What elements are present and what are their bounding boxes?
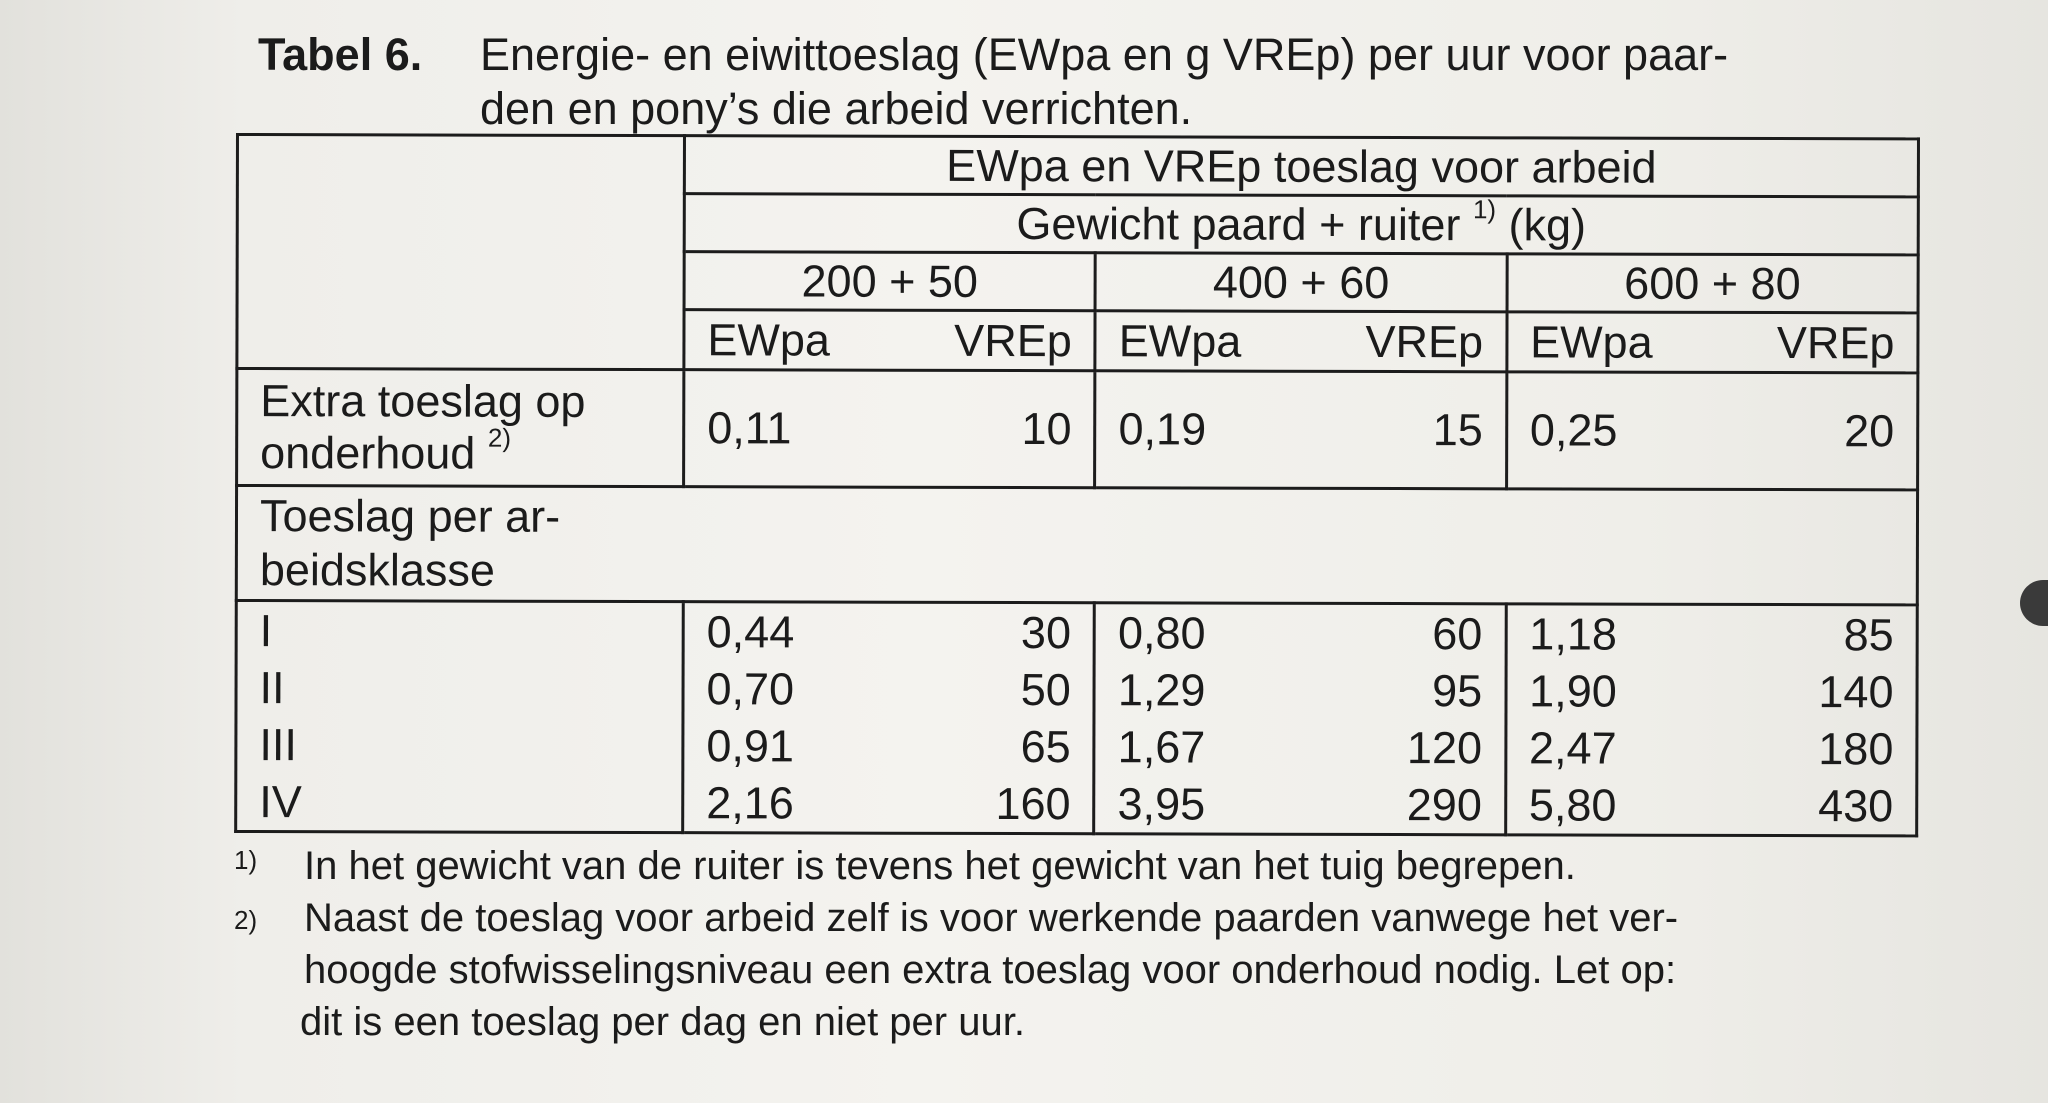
footnote-text-line-1: Naast de toeslag voor arbeid zelf is voor werkende paarden vanwege het ver- bbox=[304, 896, 1679, 940]
ewpa-value: 0,44 bbox=[706, 606, 795, 658]
ewpa-value: 1,29 bbox=[1117, 664, 1206, 716]
footnote-ref-1: 1) bbox=[1472, 193, 1497, 224]
extra-cell-group-3 bbox=[1506, 372, 1918, 490]
vrep-value: 95 bbox=[1432, 665, 1483, 717]
sub-header-ewpa: EWpa bbox=[1118, 314, 1242, 367]
extra-maintenance-label bbox=[237, 369, 684, 487]
binder-clip bbox=[2020, 580, 2048, 626]
group-header-2: 400 + 60 bbox=[1095, 253, 1506, 312]
group-header-3: 600 + 80 bbox=[1507, 254, 1918, 313]
band-label-line-2: beidsklasse bbox=[259, 544, 496, 596]
vrep-value: 180 bbox=[1818, 723, 1894, 775]
extra-cell-group-1 bbox=[684, 370, 1096, 488]
footnote-mark: 2) bbox=[234, 905, 258, 935]
band-label-line-1: Toeslag per ar- bbox=[259, 490, 561, 542]
class-label: I bbox=[259, 605, 273, 657]
sub-header-ewpa: EWpa bbox=[707, 313, 831, 366]
extra-ewpa-value: 0,19 bbox=[1118, 403, 1207, 455]
extra-vrep-value: 15 bbox=[1432, 404, 1483, 456]
table-row bbox=[1118, 661, 1482, 719]
footnote-mark: 1) bbox=[234, 845, 258, 875]
ewpa-value: 2,47 bbox=[1528, 722, 1617, 774]
extra-vrep-value: 10 bbox=[1021, 403, 1072, 455]
sub-header-vrep: VREp bbox=[1776, 316, 1895, 368]
vrep-value: 160 bbox=[995, 777, 1071, 830]
ewpa-value: 0,80 bbox=[1117, 607, 1206, 659]
caption-line-1 bbox=[258, 28, 1898, 82]
caption-text-2: den en pony’s die arbeid verrichten. bbox=[480, 83, 1193, 134]
extra-ewpa-value: 0,25 bbox=[1529, 404, 1618, 456]
work-class-band-label bbox=[236, 486, 1917, 605]
work-class-band-row bbox=[236, 486, 1917, 605]
extra-vrep-value: 20 bbox=[1844, 405, 1895, 457]
extra-maintenance-row bbox=[237, 369, 1918, 490]
table-row bbox=[1118, 604, 1482, 662]
caption-label: Tabel 6. bbox=[258, 29, 423, 80]
sub-header-group-3 bbox=[1507, 312, 1918, 373]
table-row bbox=[1118, 718, 1482, 776]
footnote-2 bbox=[234, 892, 1934, 1048]
vrep-value: 50 bbox=[1020, 664, 1071, 716]
class-label: IV bbox=[259, 776, 302, 828]
sub-header-vrep: VREp bbox=[954, 314, 1072, 366]
class-values-group-2 bbox=[1094, 603, 1506, 835]
table-row bbox=[1529, 662, 1893, 720]
vrep-value: 30 bbox=[1020, 607, 1072, 659]
extra-label-text: onderhoud bbox=[260, 427, 476, 479]
extra-label-line-1: Extra toeslag op bbox=[260, 375, 586, 427]
table-row bbox=[706, 717, 1070, 775]
extra-cell-group-2 bbox=[1095, 371, 1507, 489]
ewpa-value: 5,80 bbox=[1528, 779, 1617, 831]
ewpa-value: 1,90 bbox=[1529, 665, 1617, 717]
vrep-value: 430 bbox=[1818, 780, 1894, 832]
sub-header-group-2 bbox=[1095, 311, 1506, 372]
caption-text-1: Energie- en eiwittoeslag (EWpa en g VREp) per uur voor paar- bbox=[480, 29, 1729, 80]
header-row-top bbox=[237, 135, 1918, 197]
table-row bbox=[706, 774, 1070, 832]
group-header-1: 200 + 50 bbox=[684, 252, 1095, 311]
class-values-group-1 bbox=[683, 602, 1095, 834]
stub-header-empty bbox=[237, 135, 685, 370]
ewpa-value: 1,18 bbox=[1529, 608, 1618, 660]
table-row bbox=[1118, 775, 1482, 833]
energy-protein-table bbox=[234, 133, 1920, 837]
work-class-values-row bbox=[236, 601, 1918, 836]
table-row bbox=[1529, 605, 1893, 663]
table-row bbox=[1529, 776, 1893, 834]
vrep-value: 120 bbox=[1406, 722, 1483, 774]
header-main: EWpa en VREp toeslag voor arbeid bbox=[684, 136, 1918, 197]
table-row bbox=[1529, 719, 1893, 777]
table-row bbox=[707, 603, 1071, 661]
vrep-value: 140 bbox=[1818, 666, 1894, 718]
footnote-text-line-3: dit is een toeslag per dag en niet per uur. bbox=[300, 1000, 1025, 1044]
header-weight-unit: (kg) bbox=[1508, 198, 1587, 251]
sub-header-vrep: VREp bbox=[1365, 315, 1484, 367]
footnote-text: In het gewicht van de ruiter is tevens het gewicht van het tuig begrepen. bbox=[304, 844, 1576, 888]
table-caption bbox=[258, 28, 1898, 136]
footnote-ref-2: 2) bbox=[487, 422, 512, 453]
ewpa-value: 0,91 bbox=[706, 720, 795, 772]
vrep-value: 60 bbox=[1432, 608, 1483, 660]
class-label: II bbox=[259, 662, 285, 714]
extra-ewpa-value: 0,11 bbox=[707, 402, 792, 454]
sub-header-group-1 bbox=[684, 310, 1095, 371]
extra-label-line-2 bbox=[260, 422, 660, 480]
sub-header-ewpa: EWpa bbox=[1530, 315, 1653, 368]
table-row bbox=[706, 660, 1070, 718]
vrep-value: 290 bbox=[1406, 779, 1482, 831]
ewpa-value: 3,95 bbox=[1117, 778, 1206, 830]
footnote-text-line-2: hoogde stofwisselingsniveau een extra toeslag voor onderhoud nodig. Let op: bbox=[304, 948, 1677, 992]
work-class-labels bbox=[236, 601, 684, 833]
footnote-1 bbox=[234, 840, 1934, 892]
ewpa-value: 0,70 bbox=[706, 663, 795, 715]
class-values-group-3 bbox=[1505, 604, 1917, 836]
ewpa-value: 2,16 bbox=[706, 777, 794, 829]
header-weight bbox=[684, 194, 1918, 255]
class-label: III bbox=[259, 719, 297, 771]
header-weight-text: Gewicht paard + ruiter bbox=[1016, 197, 1461, 250]
ewpa-value: 1,67 bbox=[1117, 721, 1206, 773]
vrep-value: 85 bbox=[1843, 609, 1894, 661]
vrep-value: 65 bbox=[1020, 721, 1071, 773]
